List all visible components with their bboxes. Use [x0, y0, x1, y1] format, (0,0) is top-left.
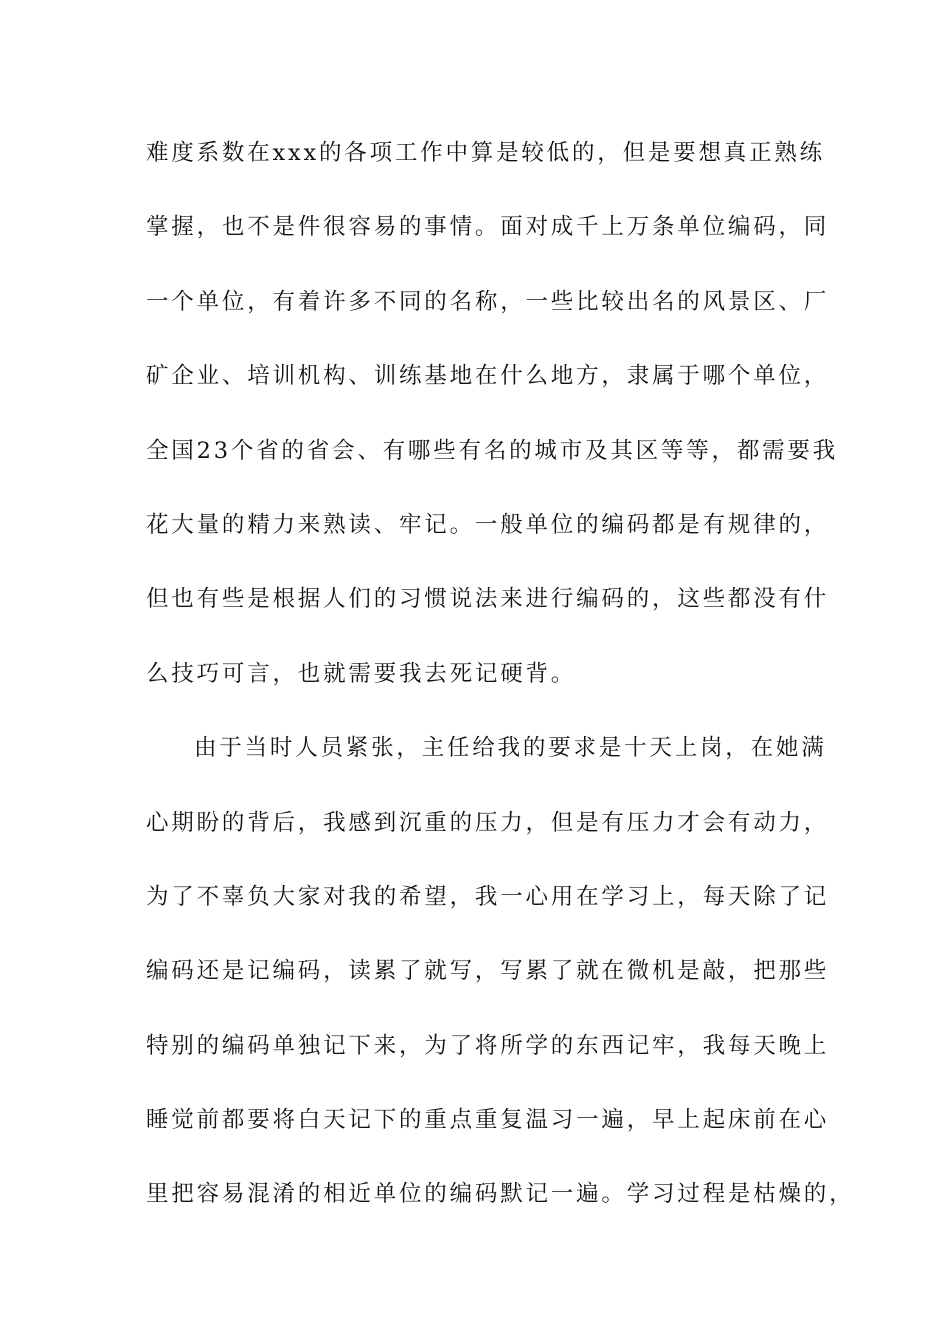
text-line: 难度系数在xxx的各项工作中算是较低的，但是要想真正熟练 [146, 140, 825, 166]
text-line: 一个单位，有着许多不同的名称，一些比较出名的风景区、厂 [146, 288, 830, 315]
text-line: 里把容易混淆的相近单位的编码默记一遍。学习过程是枯燥的， [146, 1181, 855, 1208]
text-line: 特别的编码单独记下来，为了将所学的东西记牢，我每天晚上 [146, 1032, 830, 1059]
text-line: 花大量的精力来熟读、牢记。一般单位的编码都是有规律的， [146, 511, 830, 538]
text-line: 心期盼的背后，我感到沉重的压力，但是有压力才会有动力， [146, 809, 830, 836]
text-line: 编码还是记编码，读累了就写，写累了就在微机是敲，把那些 [146, 958, 830, 985]
text-line: 为了不辜负大家对我的希望，我一心用在学习上，每天除了记 [146, 883, 830, 910]
text-line: 但也有些是根据人们的习惯说法来进行编码的，这些都没有什 [146, 586, 830, 613]
text-line: 么技巧可言，也就需要我去死记硬背。 [146, 660, 577, 687]
paragraph-first-line: 由于当时人员紧张，主任给我的要求是十天上岗，在她满 [194, 735, 827, 762]
text-line: 掌握，也不是件很容易的事情。面对成千上万条单位编码，同 [146, 214, 830, 241]
text-line: 全国23个省的省会、有哪些有名的城市及其区等等，都需要我 [146, 437, 839, 464]
text-line: 睡觉前都要将白天记下的重点重复温习一遍，早上起床前在心 [146, 1107, 830, 1134]
body-text [146, 129, 855, 1245]
text-line: 矿企业、培训机构、训练基地在什么地方，隶属于哪个单位， [146, 363, 830, 390]
